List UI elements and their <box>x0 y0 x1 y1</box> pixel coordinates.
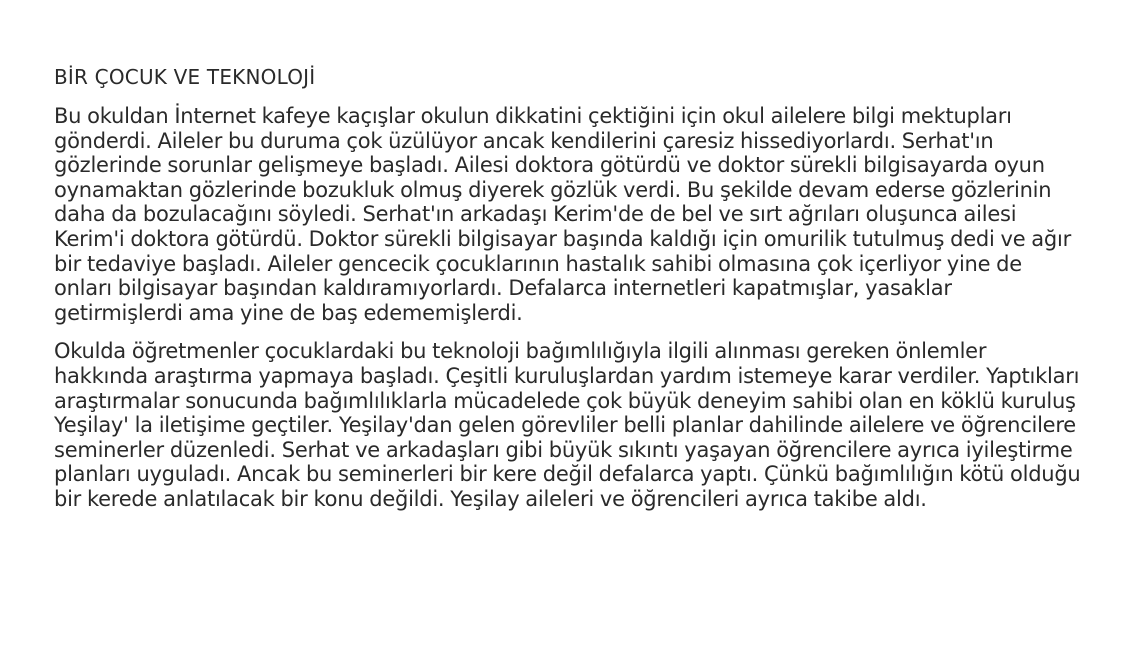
document-title: BİR ÇOCUK VE TEKNOLOJİ <box>54 65 316 89</box>
paragraph-1: Bu okuldan İnternet kafeye kaçışlar okulun dikkatini çektiğini için okul ailelere bilgi mektupları gönderdi. Aileler bu duruma çok üzülüyor ancak kendilerini çaresiz hissediyorlardı. Serhat'ın gözlerinde sorunlar gelişmeye başladı. Ailesi doktora götürdü ve doktor sürekli bilgisayarda oyun oynamaktan gözlerinde bozukluk olmuş diyerek gözlük verdi. Bu şekilde devam ederse gözlerinin daha da bozulacağını söyledi. Serhat'ın arkadaşı Kerim'de de bel ve sırt ağrıları oluşunca ailesi Kerim'i doktora götürdü. Doktor sürekli bilgisayar başında kaldığı için omurilik tutulmuş dedi ve ağır bir tedaviye başladı. Aileler gencecik çocuklarının hastalık sahibi olmasına çok içerliyor yine de onları bilgisayar başından kaldıramıyorlardı. Defalarca internetleri kapatmışlar, yasaklar getirmişlerdi ama yine de baş edememişlerdi. <box>54 104 1071 325</box>
document-page <box>54 64 1084 526</box>
paragraph-2: Okulda öğretmenler çocuklardaki bu teknoloji bağımlılığıyla ilgili alınması gereken önlemler hakkında araştırma yapmaya başladı. Çeşitli kuruluşlardan yardım istemeye karar verdiler. Yaptıkları araştırmalar sonucunda bağımlılıklarla mücadelede çok büyük deneyim sahibi olan en köklü kuruluş Yeşilay' la iletişime geçtiler. Yeşilay'dan gelen görevliler belli planlar dahilinde ailelere ve öğrencilere seminerler düzenledi. Serhat ve arkadaşları gibi büyük sıkıntı yaşayan öğrencilere ayrıca iyileştirme planları uyguladı. Ancak bu seminerleri bir kere değil defalarca yaptı. Çünkü bağımlılığın kötü olduğu bir kerede anlatılacak bir konu değildi. Yeşilay aileleri ve öğrencileri ayrıca takibe aldı. <box>54 339 1081 511</box>
